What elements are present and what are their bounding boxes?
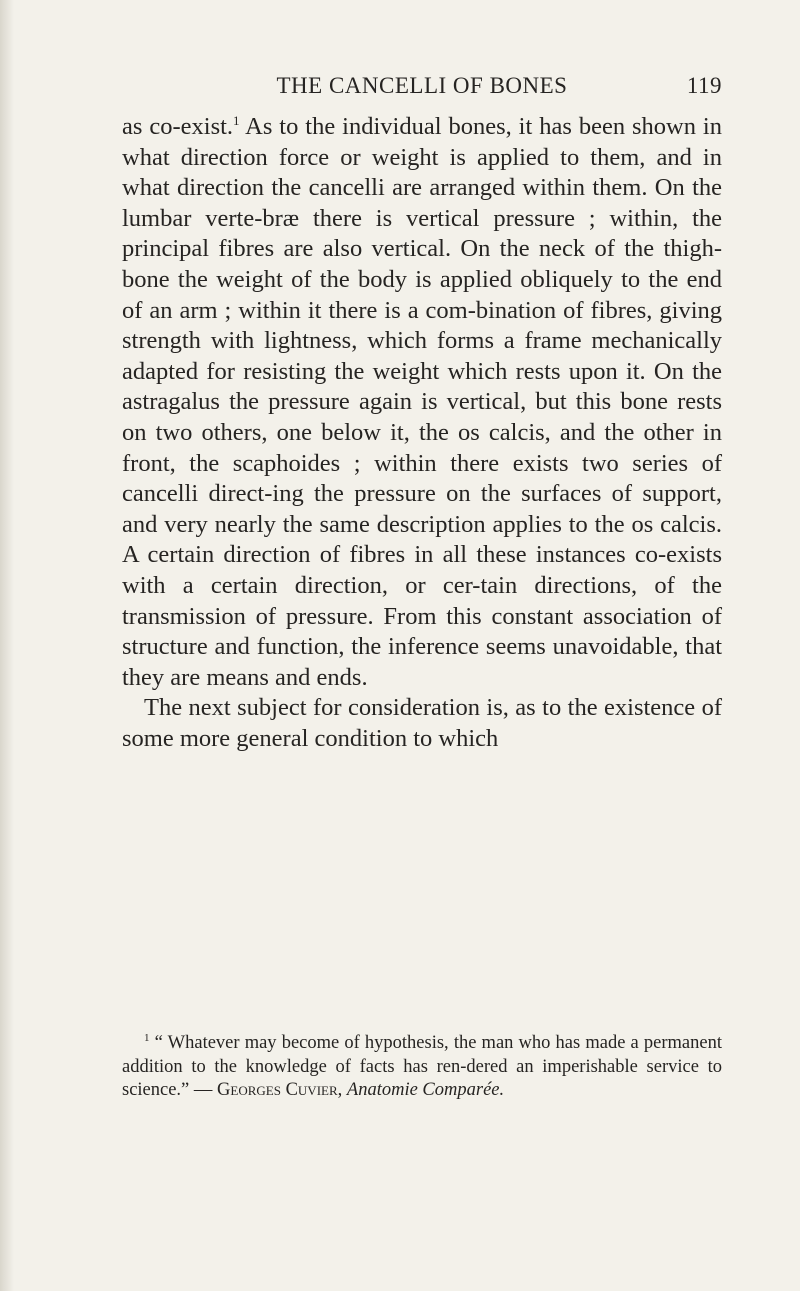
- page-number: 119: [686, 73, 722, 98]
- footnote: [122, 1032, 722, 1103]
- paragraph-1-start: as co-exist.: [122, 113, 234, 140]
- page-header: [122, 73, 722, 103]
- footnote-author: Georges Cuvier: [217, 1080, 338, 1100]
- footnote-marker: 1: [144, 1032, 150, 1044]
- paragraph-2: The next subject for consideration is, as to the existence of some more general condition to which: [122, 694, 722, 752]
- paragraph-1: [122, 112, 722, 693]
- running-head: THE CANCELLI OF BONES: [276, 73, 568, 98]
- body-text: [122, 112, 722, 754]
- footnote-reference: 1: [233, 113, 240, 128]
- page-edge: [0, 0, 14, 1291]
- paragraph-1-rest: As to the individual bones, it has been shown in what direction force or weight is applied to them, and in what direction the cancelli are arranged within them. On the lumbar verte-bræ there is vertical pressure ; within, the principal fibres are also vertical. On the neck of the thigh-bone the weight of the body is applied obliquely to the end of an arm ; within it there is a com-bination of fibres, giving strength with lightness, which forms a frame mechanically adapted for resisting the weight which rests upon it. On the astragalus the pressure again is vertical, but this bone rests on two others, one below it, the os calcis, and the other in front, the scaphoides ; within there exists two series of cancelli direct-ing the pressure on the surfaces of support, and very nearly the same description applies to the os calcis. A certain direction of fibres in all these instances co-exists with a certain direction, or cer-tain directions, of the transmission of pressure. From this constant association of structure and function, the inference seems unavoidable, that they are means and ends.: [122, 113, 722, 691]
- footnote-source: Anatomie Comparée.: [346, 1080, 505, 1100]
- footnote-separator: ,: [337, 1080, 347, 1100]
- footnote-quote: “ Whatever may become of hypothesis, the man who has made a permanent addition to the knowledge of facts has ren-dered an imperishable service to science.” —: [122, 1033, 722, 1100]
